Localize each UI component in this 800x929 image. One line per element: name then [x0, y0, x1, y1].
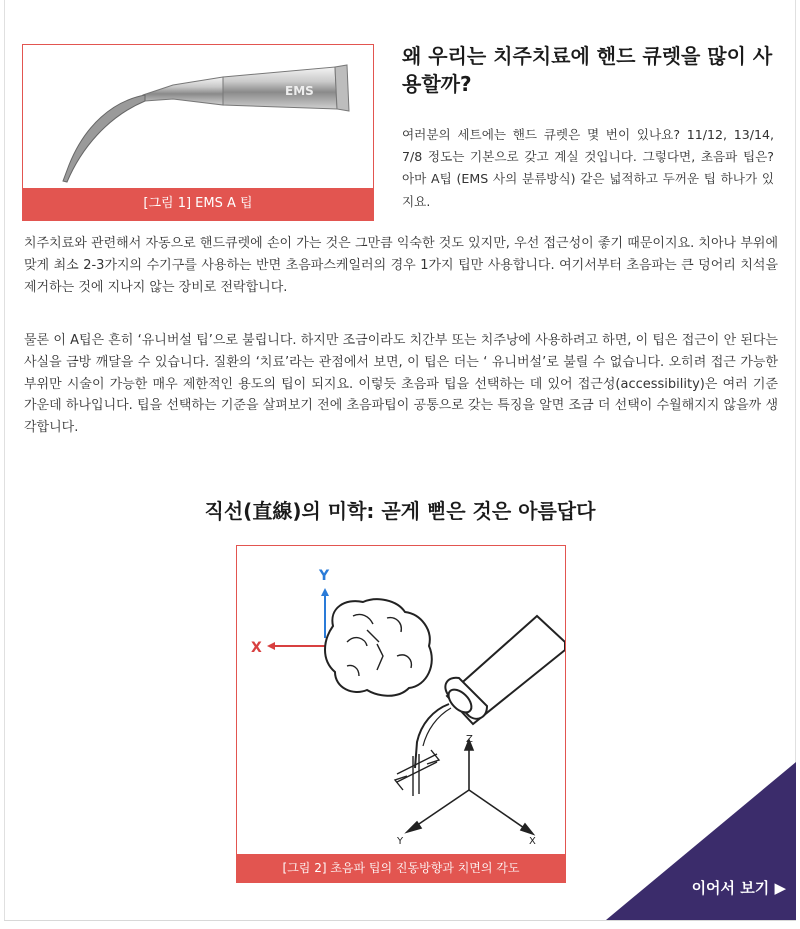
ems-engraving: EMS [285, 84, 314, 98]
body-paragraph-1: 치주치료와 관련해서 자동으로 핸드큐렛에 손이 가는 것은 그만큼 익숙한 것도 있지만, 우선 접근성이 좋기 때문이지요. 치아나 부위에 맞게 최소 2-3가지의 수기구를 사용하는 반면 초음파스케일러의 경우 1가지 팁만 사용합니다. 여기서부터 초음파는 큰 덩어리 치석을 제거하는 것에 지나지 않는 장비로 전락합니다. [24, 236, 778, 295]
scaler-handpiece [415, 616, 565, 768]
continue-reading-button[interactable] [606, 762, 796, 920]
continue-reading-label[interactable]: 이어서 보기 ▶ [691, 879, 786, 897]
section-heading-1: 왜 우리는 치주치료에 핸드 큐렛을 많이 사용할까? [402, 44, 773, 96]
axis-x-label-left: X [251, 640, 262, 656]
axis-y-label-bottom: Y [397, 836, 404, 847]
axis-z-label: Z [466, 734, 473, 745]
figure-1-caption: [그림 1] EMS A 팁 [23, 188, 373, 220]
xyz-axes [407, 740, 533, 834]
vibration-diagram [237, 546, 565, 882]
intro-paragraph: 여러분의 세트에는 핸드 큐렛은 몇 번이 있나요? 11/12, 13/14, 7/8 정도는 기본으로 갖고 계실 것입니다. 그렇다면, 초음파 팁은? 아마 A팁 (EMS 사의 분류방식) 같은 넓적하고 두꺼운 팁 하나가 있지요. [402, 127, 774, 209]
section-heading-2: 직선(直線)의 미학: 곧게 뻗은 것은 아름답다 [204, 499, 596, 523]
figure-2-vibration-diagram [236, 545, 566, 883]
vibration-arrow [395, 750, 439, 796]
page-border-bottom [4, 920, 796, 921]
page-border-left [4, 0, 5, 920]
axis-x-label-bottom: X [529, 836, 536, 847]
figure-1-ems-tip [22, 44, 374, 221]
axis-y-label-top: Y [319, 568, 330, 584]
body-paragraph-2: 물론 이 A팁은 흔히 ‘유니버설 팁’으로 불립니다. 하지만 조금이라도 치간부 또는 치주낭에 사용하려고 하면, 이 팁은 접근이 안 된다는 사실을 금방 깨달을 수 있습니다. 질환의 ‘치료’라는 관점에서 보면, 이 팁은 더는 ‘ 유니버설’로 불릴 수 없습니다. 오히려 접근 가능한 부위만 시술이 가능한 매우 제한적인 용도의 팁이 되지요. 이렇듯 초음파 팁을 선택하는 데 있어 접근성(accessibility)은 여러 기준 가운데 하나입니다. 팁을 선택하는 기준을 살펴보기 전에 초음파팁이 공통으로 갖는 특징을 알면 조금 더 선택이 수월해지지 않을까 생각합니다. [24, 333, 778, 436]
figure-2-caption: [그림 2] 초음파 팁의 진동방향과 치면의 각도 [237, 854, 565, 882]
tooth-outline [325, 599, 432, 696]
